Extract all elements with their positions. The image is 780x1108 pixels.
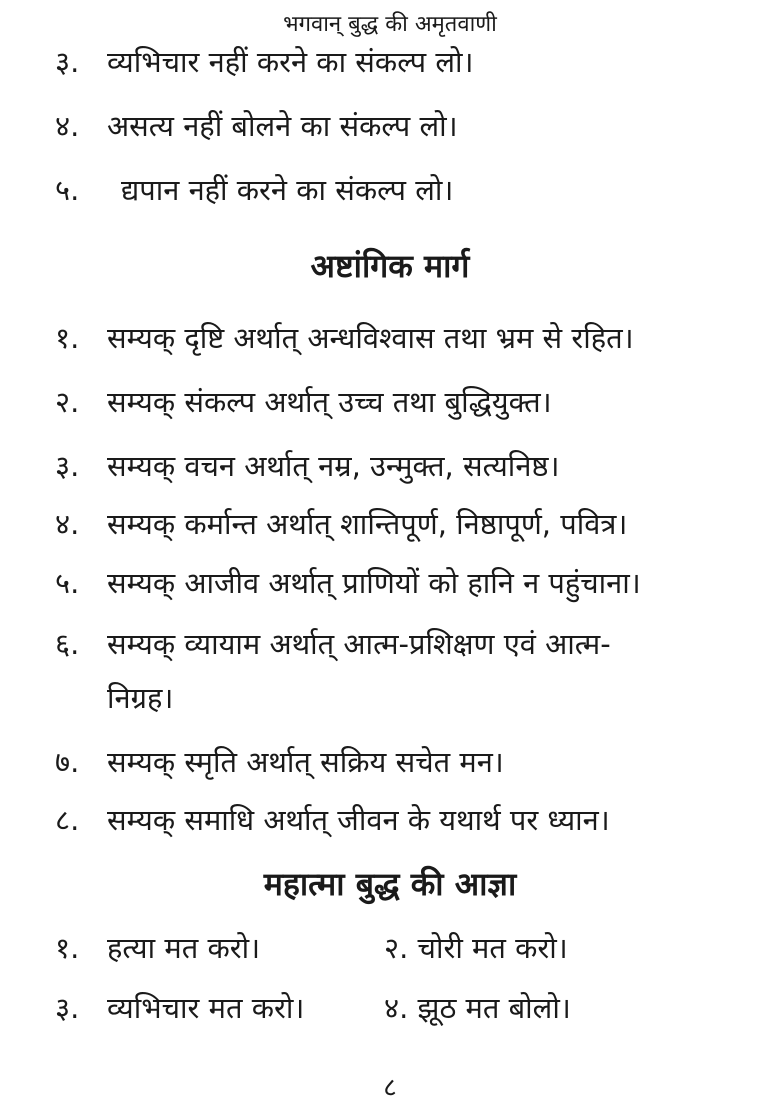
item-number: ५. <box>55 566 80 600</box>
item-number: ८. <box>55 803 80 837</box>
path-item-5 <box>55 563 641 602</box>
item-text: सम्यक् दृष्टि अर्थात् अन्धविश्वास तथा भ्रम से रहित। <box>107 321 634 355</box>
item-text: सम्यक् समाधि अर्थात् जीवन के यथार्थ पर ध्यान। <box>107 803 610 837</box>
item-text: झूठ मत बोलो। <box>417 991 571 1025</box>
commandment-item-4 <box>384 988 571 1027</box>
item-number: १. <box>55 321 80 355</box>
item-text: सम्यक् कर्मान्त अर्थात् शान्तिपूर्ण, निष्ठापूर्ण, पवित्र। <box>107 507 628 541</box>
section-title-commandments: महात्मा बुद्ध की आज्ञा <box>263 865 517 903</box>
item-text: असत्य नहीं बोलने का संकल्प लो। <box>107 109 458 143</box>
path-item-2 <box>55 382 552 421</box>
page-number: ८ <box>383 1073 397 1103</box>
item-number: ५. <box>55 173 80 207</box>
running-header: भगवान् बुद्ध की अमृतवाणी <box>283 12 497 37</box>
path-item-3 <box>55 446 560 485</box>
path-item-6-continuation: निग्रह। <box>107 681 174 715</box>
vow-item-3 <box>55 42 473 81</box>
item-number: ३. <box>55 449 80 483</box>
item-number: ३. <box>55 991 80 1025</box>
item-text: चोरी मत करो। <box>417 931 568 965</box>
item-text: व्यभिचार मत करो। <box>107 991 305 1025</box>
item-number: २. <box>55 385 80 419</box>
path-item-7 <box>55 742 504 781</box>
path-item-6 <box>55 624 611 663</box>
item-number: ४. <box>384 991 409 1025</box>
path-item-1 <box>55 318 634 357</box>
item-number: ४. <box>55 507 80 541</box>
path-item-4 <box>55 504 627 543</box>
item-text: हत्या मत करो। <box>107 931 261 965</box>
item-text: सम्यक् व्यायाम अर्थात् आत्म-प्रशिक्षण एवं आत्म- <box>107 627 611 661</box>
item-text: व्यभिचार नहीं करने का संकल्प लो। <box>107 45 474 79</box>
vow-item-4 <box>55 106 458 145</box>
commandment-item-3 <box>55 988 304 1027</box>
item-number: ७. <box>55 745 80 779</box>
commandment-item-1 <box>55 928 260 967</box>
item-text: सम्यक् स्मृति अर्थात् सक्रिय सचेत मन। <box>107 745 504 779</box>
vow-item-5 <box>55 170 453 209</box>
commandment-item-2 <box>384 928 568 967</box>
item-text: सम्यक् संकल्प अर्थात् उच्च तथा बुद्धियुक्त। <box>107 385 552 419</box>
item-text: सम्यक् आजीव अर्थात् प्राणियों को हानि न पहुंचाना। <box>107 566 641 600</box>
item-number: ३. <box>55 45 80 79</box>
section-title-eightfold-path: अष्टांगिक मार्ग <box>310 247 470 285</box>
item-text: सम्यक् वचन अर्थात् नम्र, उन्मुक्त, सत्यनिष्ठ। <box>107 449 560 483</box>
path-item-8 <box>55 800 610 839</box>
item-number: २. <box>384 931 409 965</box>
item-text: द्यपान नहीं करने का संकल्प लो। <box>121 173 454 207</box>
item-number: ६. <box>55 627 80 661</box>
item-number: १. <box>55 931 80 965</box>
item-number: ४. <box>55 109 80 143</box>
